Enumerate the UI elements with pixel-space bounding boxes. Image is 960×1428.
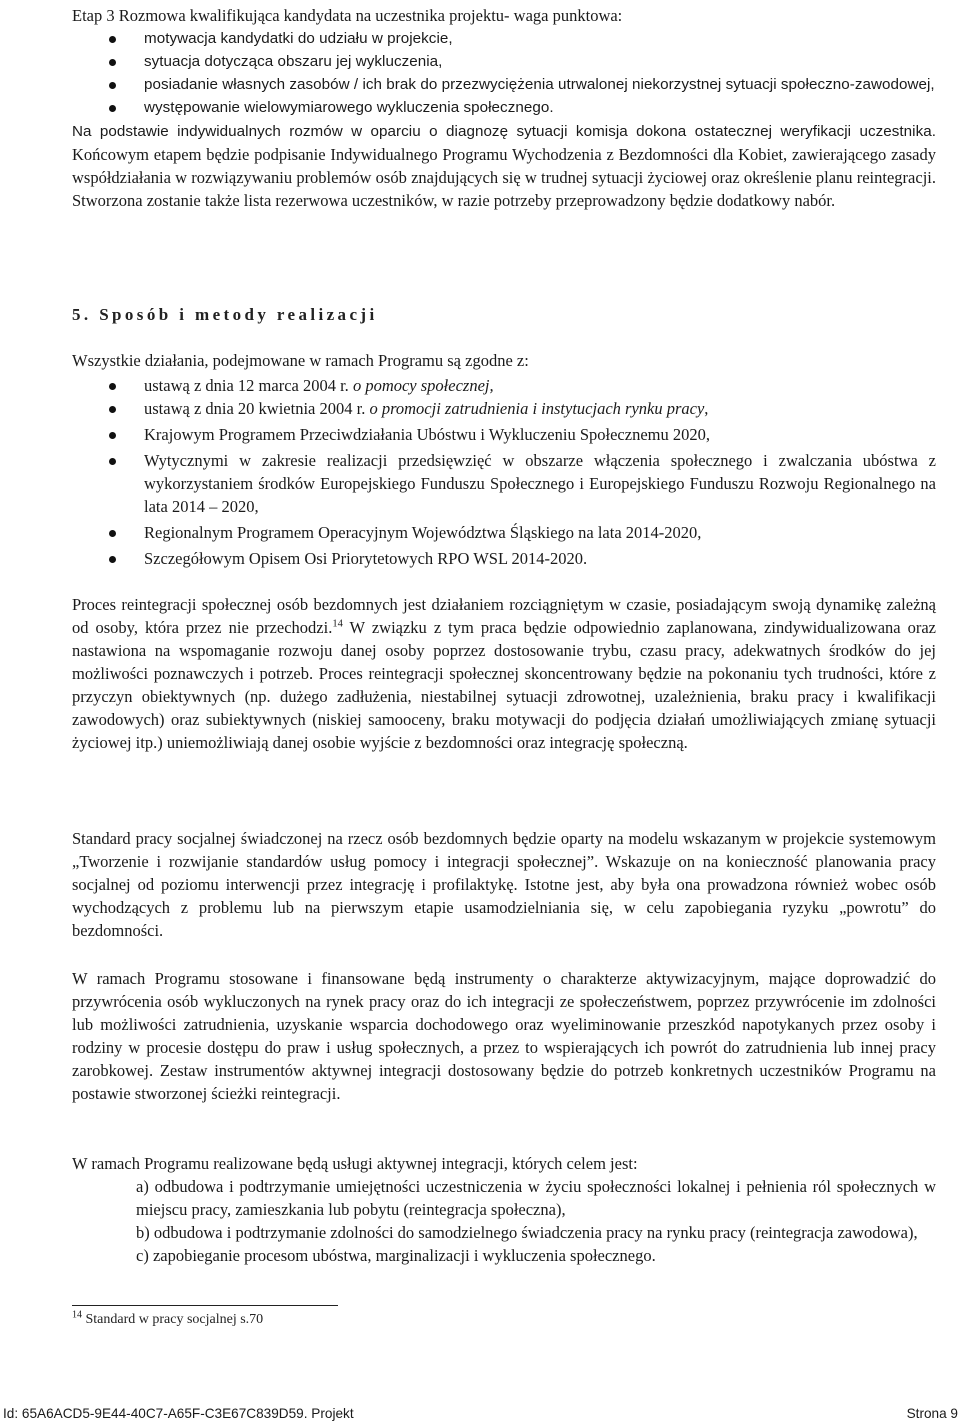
footnote-number: 14 — [72, 1309, 82, 1321]
verification-text-sans: Na podstawie indywidualnych rozmów w oparciu o diagnozę sytuacji komisja dokona ostatecznej weryfikacji uczestnika. — [72, 123, 936, 140]
stage-3-title: Etap 3 Rozmowa kwalifikująca kandydata na uczestnika projektu- waga punktowa: — [72, 6, 623, 25]
section-heading: 5. Sposób i metody realizacji — [72, 305, 378, 324]
compliance-list — [72, 374, 936, 570]
law-item — [72, 374, 936, 397]
law-item: Wytycznymi w zakresie realizacji przedsięwzięć w obszarze włączenia społecznego i zwalczania ubóstwa z wykorzystaniem środków Europejskiego Funduszu Społecznego i Europejskiego Funduszu Rozwoju Regionalnego na lata 2014 – 2020, — [72, 449, 936, 518]
paragraph-text: Proces reintegracji społecznej osób bezdomnych jest działaniem rozciągniętym w czasie, posiadającym swoją dynamikę zależną od osoby, która przez nie przechodzi. — [72, 595, 936, 637]
footnote-text: Standard w pracy socjalnej s.70 — [82, 1312, 264, 1327]
footnote-reference[interactable]: 14 — [332, 618, 343, 630]
law-item-title: o pomocy społecznej, — [352, 376, 494, 395]
criterion-item: posiadanie własnych zasobów / ich brak do przezwyciężenia utrwalonej niekorzystnej sytuacji społeczno-zawodowej, — [72, 73, 936, 96]
criterion-item: występowanie wielowymiarowego wykluczenia społecznego. — [72, 96, 936, 119]
law-item — [72, 397, 936, 420]
footnote — [72, 1309, 264, 1328]
criterion-item: motywacja kandydatki do udziału w projekcie, — [72, 27, 936, 50]
law-item: Regionalnym Programem Operacyjnym Województwa Śląskiego na lata 2014-2020, — [72, 521, 936, 544]
law-item-punctuation: , — [704, 399, 709, 418]
law-item: Szczegółowym Opisem Osi Priorytetowych RPO WSL 2014-2020. — [72, 547, 936, 570]
reintegration-paragraph — [72, 593, 936, 754]
activation-instruments-paragraph: W ramach Programu stosowane i finansowane będą instrumenty o charakterze aktywizacyjnym, mające doprowadzić do przywrócenia osób wykluczonych na rynek pracy oraz do ich integracji ze społeczeństwem, poprzez przywrócenie im zdolności lub możliwości zatrudnienia, uzyskanie wsparcia dochodowego oraz wyeliminowanie przeszkód napotykanych przez osoby i rodziny w procesie dostępu do praw i usług społecznych, a przez to wspierających ich powrót do zatrudnienia lub innej pracy zarobkowej. Zestaw instrumentów aktywnej integracji dostosowany będzie do potrzeb konkretnych uczestników Programu na postawie stworzonej ścieżki reintegracji. — [72, 969, 936, 1103]
criterion-item: sytuacja dotycząca obszaru jej wykluczenia, — [72, 50, 936, 73]
verification-paragraph — [72, 119, 936, 212]
service-item: a) odbudowa i podtrzymanie umiejętności uczestniczenia w życiu społeczności lokalnej i pełnienia ról społecznych w miejscu pracy, zamieszkania lub pobytu (reintegracja społeczna), — [136, 1177, 936, 1219]
law-item: Krajowym Programem Przeciwdziałania Ubóstwu i Wykluczeniu Społecznemu 2020, — [72, 423, 936, 446]
document-id: Id: 65A6ACD5-9E44-40C7-A65F-C3E67C839D59. Projekt — [3, 1406, 354, 1421]
page-number: Strona 9 — [906, 1406, 958, 1421]
criteria-list — [72, 27, 936, 119]
paragraph-text: W związku z tym praca będzie odpowiednio zaplanowana, zindywidualizowana oraz nastawiona na wspomaganie rozwoju danej osoby poprzez dostosowanie trybu, czasu pracy, adekwatnych środków do jej możliwości poznawczych i potrzeb. Proces reintegracji społecznej skoncentrowany będzie na pokonaniu tych trudności, które z przyczyn obiektywnych (np. dużego zadłużenia, niestabilnej sytuacji zdrowotnej, uzależnienia, braku pracy i kwalifikacji zawodowych) oraz subiektywnych (niskiej samooceny, braku motywacji do podjęcia działań umożliwiających zmianę sytuacji życiowej itp.) uniemożliwiają danej osobie wyjście z bezdomności oraz integrację społeczną. — [72, 618, 937, 752]
law-item-text: ustawą z dnia 12 marca 2004 r. — [144, 376, 353, 395]
service-item: c) zapobieganie procesom ubóstwa, marginalizacji i wykluczenia społecznego. — [136, 1246, 656, 1265]
law-item-text: ustawą z dnia 20 kwietnia 2004 r. — [144, 399, 370, 418]
compliance-lead: Wszystkie działania, podejmowane w ramach Programu są zgodne z: — [72, 351, 529, 370]
service-item: b) odbudowa i podtrzymanie zdolności do samodzielnego świadczenia pracy na rynku pracy (reintegracja zawodowa), — [136, 1223, 918, 1242]
verification-text-serif: Końcowym etapem będzie podpisanie Indywidualnego Programu Wychodzenia z Bezdomności dla Kobiet, zawierającego zasady współdziałania w rozwiązywaniu problemów osób znajdujących się w trudnej sytuacji życiowej oraz określenie planu reintegracji. Stworzona zostanie także lista rezerwowa uczestników, w razie potrzeby przeprowadzony będzie dodatkowy nabór. — [72, 145, 936, 210]
law-item-title: o promocji zatrudnienia i instytucjach rynku pracy — [369, 399, 705, 418]
services-list — [136, 1175, 936, 1267]
qualification-stage-block — [72, 4, 936, 212]
footnote-separator — [72, 1305, 338, 1306]
social-work-standard-paragraph: Standard pracy socjalnej świadczonej na rzecz osób bezdomnych będzie oparty na modelu wskazanym w projekcie systemowym „Tworzenie i rozwijanie standardów usług pomocy i integracji społecznej”. Wskazuje on na konieczność planowania pracy socjalnej od poziomu interwencji przez integrację i profilaktykę. Istotne jest, aby była ona prowadzona również wobec osób wychodzących z problemu lub na pierwszym etapie usamodzielniania się, w celu zapobiegania ryzyku „powrotu” do bezdomności. — [72, 829, 936, 940]
services-lead: W ramach Programu realizowane będą usługi aktywnej integracji, których celem jest: — [72, 1154, 638, 1173]
